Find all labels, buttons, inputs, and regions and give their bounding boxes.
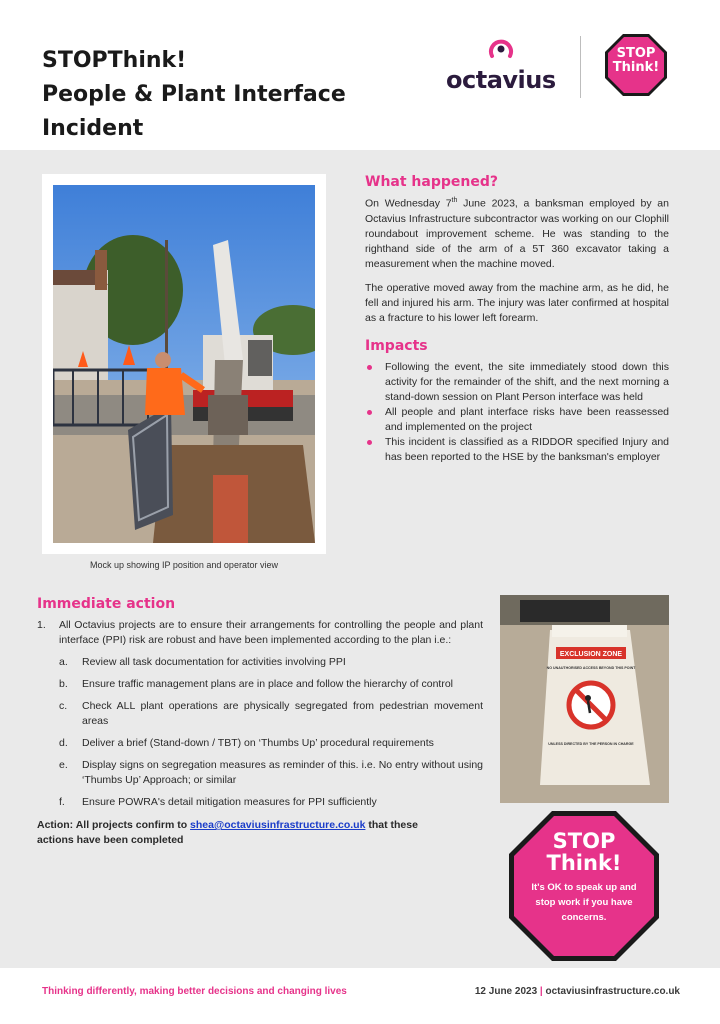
p1-sup: th [451,197,458,204]
sub-letter: b. [59,678,68,690]
footer-tagline: Thinking differently, making better decisions and changing lives [42,986,347,997]
list-item [365,435,669,465]
what-happened-heading: What happened? [365,174,498,190]
impact-text: All people and plant interface risks have been reassessed and implemented on the project [385,405,669,433]
footer-date: 12 June 2023 [474,986,538,997]
stop-big-line-2: Think! [546,851,622,875]
item-number: 1. [37,619,46,631]
list-item [365,360,669,405]
action-statement [37,818,447,848]
exclusion-zone-sign-photo [500,595,669,803]
p1-before: On Wednesday 7 [365,197,452,210]
impacts-heading: Impacts [365,337,428,354]
footer-separator: | [539,986,543,997]
sub-letter: f. [59,796,65,808]
impact-text: This incident is classified as a RIDDOR specified Injury and has been reported to the HSE by the banksman's employer [385,435,669,463]
incident-photo-frame [42,174,326,554]
bullet-icon [367,440,372,445]
stop-big-line-1: STOP [552,829,616,853]
bullet-icon [367,365,372,370]
stop-badge-line-2: Think! [612,60,660,75]
p1-after: June 2023, a banksman employed by an Octavius Infrastructure subcontractor was working on our Clophill roundabout improvement scheme. He was standing to the righthand side of the arm of a 5T 360 excavator taking a measurement when the machine moved. [365,197,669,270]
title-line-1: STOPThink! [42,48,187,73]
sub-text: Check ALL plant operations are physically segregated from pedestrian movement areas [82,700,483,727]
footer [0,968,720,1024]
list-item [59,699,483,729]
list-item [59,736,483,751]
list-item [59,758,483,788]
action-prefix: Action: All projects confirm to [37,819,191,831]
sub-letter: e. [59,759,68,771]
footer-website: octaviusinfrastructure.co.uk [545,986,680,997]
action-email-link[interactable]: shea@octaviusinfrastructure.co.uk [190,819,366,831]
immediate-action-intro: All Octavius projects are to ensure their arrangements for controlling the people and plant interface (PPI) risk are robust and have been implemented according to the plan i.e.: [59,619,483,646]
sign-footer: UNLESS DIRECTED BY THE PERSON IN CHARGE [548,742,634,746]
list-item [59,677,483,692]
octavius-logo [446,36,560,96]
what-happened-paragraph-1 [365,193,669,272]
main-panel [0,150,720,968]
stop-badge-line-1: STOP [616,46,656,61]
impacts-list [365,360,669,465]
impact-text: Following the event, the site immediately stood down this activity for the remainder of the shift, and the next morning a stand-down session on Plant Person interface was held [385,360,669,403]
header-divider [580,36,581,98]
stop-think-heading [508,830,660,874]
sub-text: Ensure traffic management plans are in place and follow the hierarchy of control [82,678,454,690]
list-item [59,795,483,810]
bullet-icon [367,410,372,415]
octavius-logo-mark-icon [486,36,516,64]
list-item [365,405,669,435]
sign-subtitle: NO UNAUTHORISED ACCESS BEYOND THIS POINT [546,666,636,670]
incident-site-photo [53,185,315,543]
sign-title: EXCLUSION ZONE [559,651,623,658]
page-title [42,44,346,146]
action-suffix: that these actions have been completed [37,819,418,846]
sub-text: Review all task documentation for activities involving PPI [82,656,346,668]
sub-text: Deliver a brief (Stand-down / TBT) on ‘Thumbs Up’ procedural requirements [82,737,434,749]
list-item [59,655,483,670]
immediate-action-section [37,596,483,848]
what-happened-paragraph-2: The operative moved away from the machine arm, as he did, he fell and injured his arm. The injury was later confirmed at hospital as a fracture to his lower left forearm. [365,281,669,324]
sub-letter: d. [59,737,68,749]
incident-summary [365,174,669,465]
stop-think-message: It's OK to speak up and stop work if you have concerns. [531,882,637,923]
title-line-3: Incident [42,116,144,141]
logo-text: octavius [446,66,556,94]
immediate-action-item-1 [37,618,483,648]
sub-letter: c. [59,700,68,712]
title-line-2: People & Plant Interface [42,82,346,107]
footer-info [475,986,680,997]
sub-letter: a. [59,656,68,668]
immediate-action-heading: Immediate action [37,596,176,612]
photo-caption: Mock up showing IP position and operator view [90,560,278,570]
stop-think-badge-text [604,47,668,75]
header [0,0,720,150]
sub-text: Display signs on segregation measures as reminder of this. i.e. No entry without using ‘Thumbs Up’ Approach; or similar [82,759,483,786]
sub-text: Ensure POWRA's detail mitigation measures for PPI sufficiently [82,796,377,808]
